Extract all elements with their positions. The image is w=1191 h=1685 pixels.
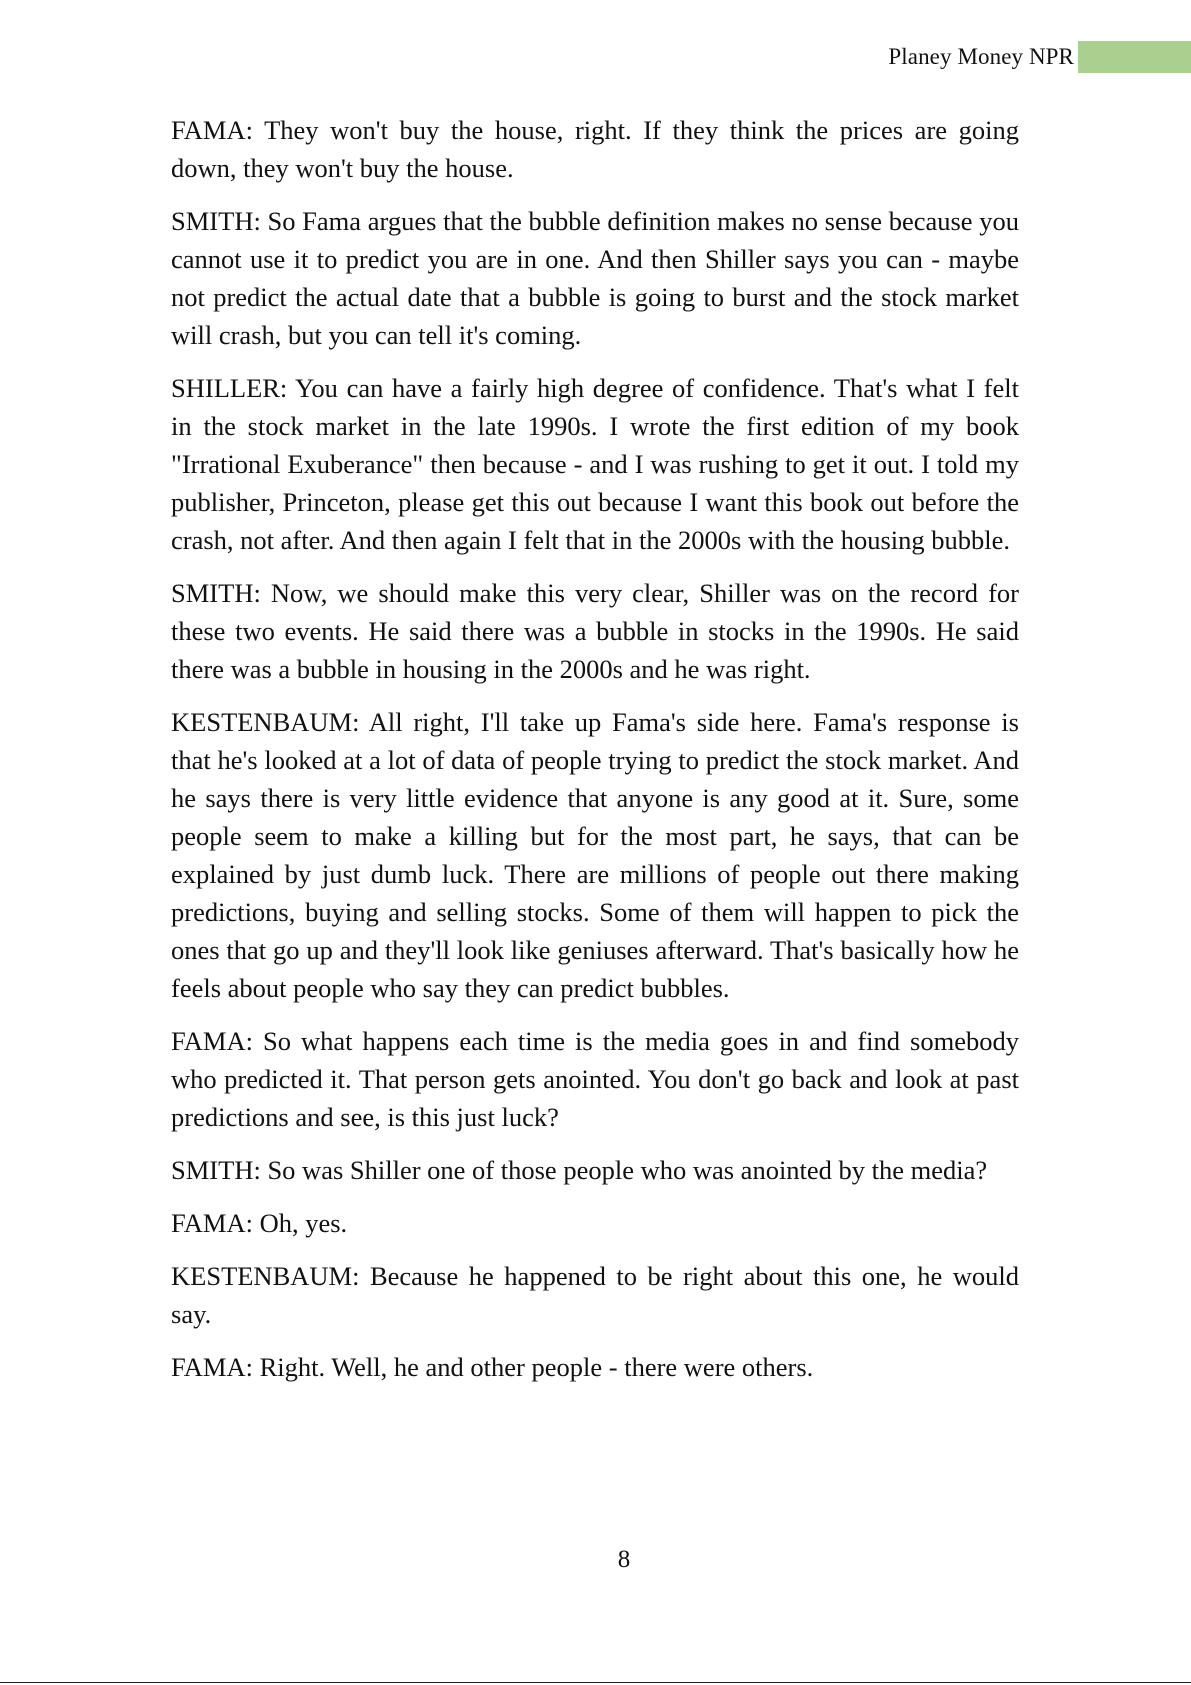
paragraph: SMITH: Now, we should make this very clear, Shiller was on the record for these two events. He said there was a bubble in stocks in the 1990s. He said there was a bubble in housing in the 2000s and he was right. <box>171 578 1019 684</box>
paragraph: FAMA: They won't buy the house, right. If they think the prices are going down, they won't buy the house. <box>171 115 1019 183</box>
bottom-rule <box>0 1682 1191 1683</box>
paragraph: FAMA: So what happens each time is the media goes in and find somebody who predicted it. That person gets anointed. You don't go back and look at past predictions and see, is this just luck? <box>171 1026 1019 1132</box>
paragraph: KESTENBAUM: Because he happened to be right about this one, he would say. <box>171 1261 1019 1329</box>
transcript-body <box>171 111 1019 1401</box>
paragraph: SHILLER: You can have a fairly high degree of confidence. That's what I felt in the stock market in the late 1990s. I wrote the first edition of my book "Irrational Exuberance" then because - and I was rushing to get it out. I told my publisher, Princeton, please get this out because I want this book out before the crash, not after. And then again I felt that in the 2000s with the housing bubble. <box>171 373 1019 555</box>
paragraph: SMITH: So was Shiller one of those people who was anointed by the media? <box>171 1155 988 1185</box>
paragraph: FAMA: Oh, yes. <box>171 1208 348 1238</box>
page-number: 8 <box>617 1546 631 1573</box>
running-header: Planey Money NPR <box>888 44 1074 69</box>
paragraph: FAMA: Right. Well, he and other people - there were others. <box>171 1352 814 1382</box>
paragraph: KESTENBAUM: All right, I'll take up Fama's side here. Fama's response is that he's looked at a lot of data of people trying to predict the stock market. And he says there is very little evidence that anyone is any good at it. Sure, some people seem to make a killing but for the most part, he says, that can be explained by just dumb luck. There are millions of people out there making predictions, buying and selling stocks. Some of them will happen to pick the ones that go up and they'll look like geniuses afterward. That's basically how he feels about people who say they can predict bubbles. <box>171 707 1019 1003</box>
header-accent-bar <box>1078 41 1191 73</box>
paragraph: SMITH: So Fama argues that the bubble definition makes no sense because you cannot use it to predict you are in one. And then Shiller says you can - maybe not predict the actual date that a bubble is going to burst and the stock market will crash, but you can tell it's coming. <box>171 206 1019 350</box>
